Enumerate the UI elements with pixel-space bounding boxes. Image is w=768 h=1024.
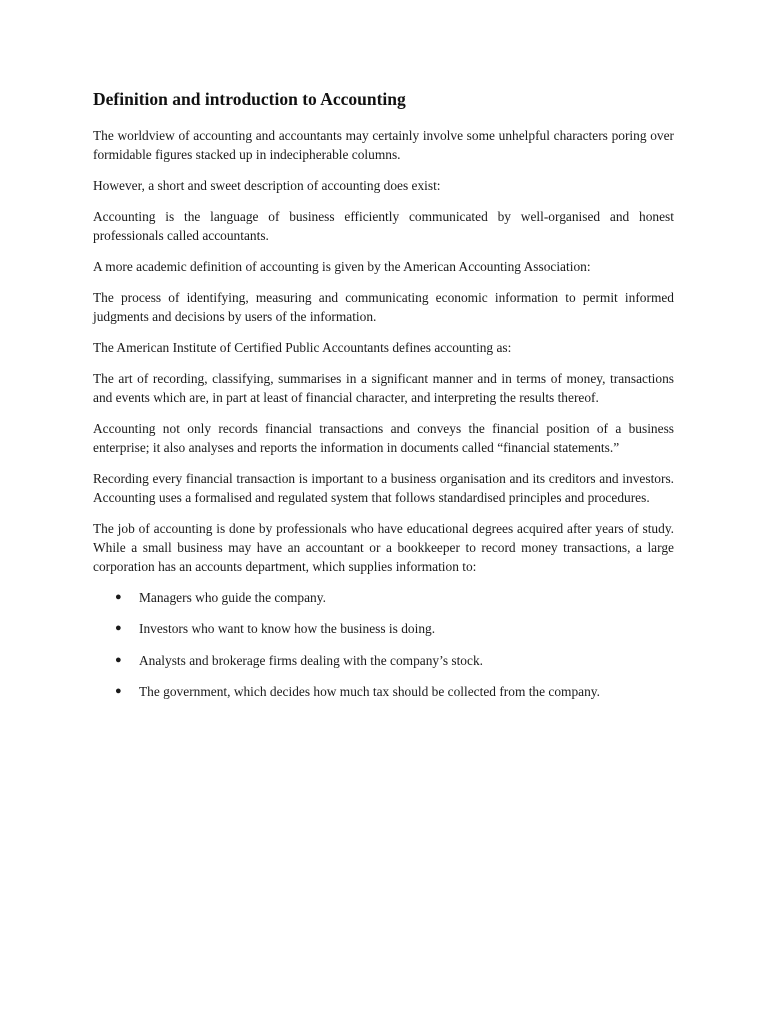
list-item-analysts: [93, 651, 674, 670]
paragraph-recording-transactions: Recording every financial transaction is important to a business organisation and its creditors and investors. Accounting uses a formalised and regulated system that follows standardised principles and procedures.: [93, 471, 674, 505]
information-users-list: [93, 588, 674, 701]
paragraph-aicpa-definition: The art of recording, classifying, summarises in a significant manner and in terms of money, transactions and events which are, in part at least of financial character, and interpreting the results thereof.: [93, 371, 674, 405]
list-item-text: The government, which decides how much tax should be collected from the company.: [139, 684, 600, 700]
list-item-text: Managers who guide the company.: [139, 590, 326, 605]
paragraph-worldview: The worldview of accounting and accountants may certainly involve some unhelpful characters poring over formidable figures stacked up in indecipherable columns.: [93, 128, 674, 162]
paragraph-aicpa-intro: The American Institute of Certified Public Accountants defines accounting as:: [93, 340, 512, 355]
list-item-managers: [93, 588, 674, 607]
paragraph-aaa-definition: The process of identifying, measuring and communicating economic information to permit informed judgments and decisions by users of the information.: [93, 290, 674, 324]
document-title: Definition and introduction to Accounting: [93, 89, 406, 109]
paragraph-short-description: However, a short and sweet description of accounting does exist:: [93, 178, 441, 193]
bullet-dot-icon: ●: [115, 685, 122, 698]
bullet-dot-icon: ●: [115, 653, 122, 666]
list-item-text: Investors who want to know how the business is doing.: [139, 621, 436, 637]
list-item-text: Analysts and brokerage firms dealing with the company’s stock.: [139, 652, 483, 668]
bullet-dot-icon: ●: [115, 622, 122, 635]
list-item-government: [93, 682, 674, 701]
paragraph-job-of-accounting: The job of accounting is done by professionals who have educational degrees acquired after years of study. While a small business may have an accountant or a bookkeeper to record money transactions, a large corporation has an accounts department, which supplies information to:: [93, 521, 674, 574]
paragraph-language-of-business: Accounting is the language of business efficiently communicated by well-organised and honest professionals called accountants.: [93, 209, 674, 243]
paragraph-financial-statements: Accounting not only records financial transactions and conveys the financial position of a business enterprise; it also analyses and reports the information in documents called “financial statements.”: [93, 421, 674, 455]
list-item-investors: [93, 619, 674, 638]
bullet-dot-icon: ●: [115, 591, 122, 603]
paragraph-aaa-intro: A more academic definition of accounting is given by the American Accounting Association:: [93, 259, 591, 274]
